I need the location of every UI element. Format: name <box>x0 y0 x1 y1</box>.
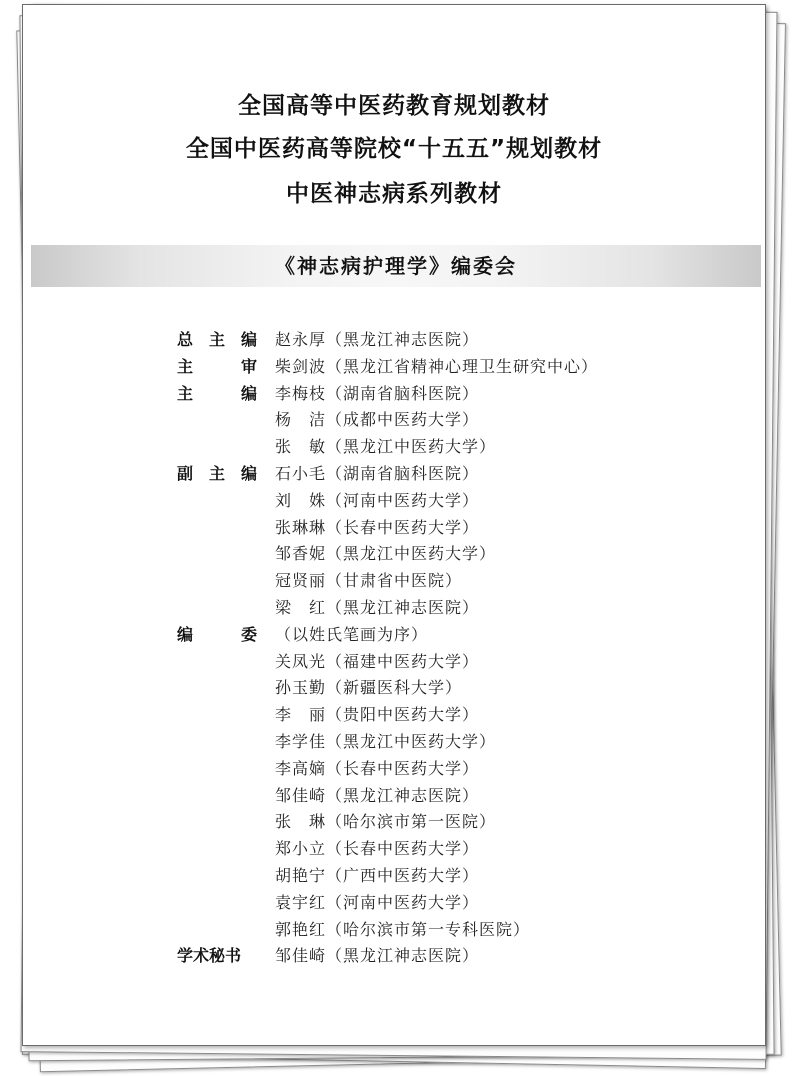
committee-roster <box>177 327 737 970</box>
role-label <box>177 515 275 542</box>
roster-row <box>177 568 737 595</box>
roster-row <box>177 381 737 408</box>
series-title-1: 全国高等中医药教育规划教材 <box>238 93 550 119</box>
roster-row <box>177 461 737 488</box>
roster-row <box>177 622 737 649</box>
role-label <box>177 702 275 729</box>
member-entry: 袁宇红（河南中医药大学） <box>275 892 480 912</box>
member-entry: 杨 洁（成都中医药大学） <box>275 410 480 430</box>
roster-row <box>177 434 737 461</box>
role-label: 编 委 <box>177 624 257 644</box>
role-label <box>177 675 275 702</box>
role-label <box>177 407 275 434</box>
roster-row <box>177 863 737 890</box>
role-label: 学 术 秘 书 <box>177 946 242 966</box>
member-entry: 刘 姝（河南中医药大学） <box>275 490 480 510</box>
roster-row <box>177 943 737 970</box>
member-entry: 孙玉勤（新疆医科大学） <box>275 678 463 698</box>
member-entry: 梁 红（黑龙江神志医院） <box>275 597 480 617</box>
role-label: 主 审 <box>177 356 257 376</box>
member-entry: 李梅枝（湖南省脑科医院） <box>275 383 480 403</box>
member-entry: 郑小立（长春中医药大学） <box>275 839 480 859</box>
roster-row <box>177 354 737 381</box>
roster-row <box>177 809 737 836</box>
role-label <box>177 541 275 568</box>
role-label <box>177 809 275 836</box>
roster-row <box>177 729 737 756</box>
roster-row <box>177 515 737 542</box>
member-entry: 张 琳（哈尔滨市第一医院） <box>275 812 497 832</box>
member-entry: 石小毛（湖南省脑科医院） <box>275 463 480 483</box>
member-entry: 郭艳红（哈尔滨市第一专科医院） <box>275 919 531 939</box>
role-label <box>177 649 275 676</box>
member-entry: 邹佳崎（黑龙江神志医院） <box>275 946 480 966</box>
roster-row <box>177 890 737 917</box>
role-label <box>177 729 275 756</box>
roster-row <box>177 702 737 729</box>
role-label <box>177 434 275 461</box>
role-label <box>177 756 275 783</box>
member-entry: 邹香妮（黑龙江中医药大学） <box>275 544 497 564</box>
member-entry: 关凤光（福建中医药大学） <box>275 651 480 671</box>
member-entry: 张琳琳（长春中医药大学） <box>275 517 480 537</box>
role-label <box>177 917 275 944</box>
roster-row <box>177 541 737 568</box>
role-label <box>177 595 275 622</box>
roster-row <box>177 649 737 676</box>
role-label <box>177 836 275 863</box>
member-entry: 张 敏（黑龙江中医药大学） <box>275 437 497 457</box>
document-page <box>22 4 766 1046</box>
member-entry: 胡艳宁（广西中医药大学） <box>275 865 480 885</box>
roster-row <box>177 675 737 702</box>
member-entry: 邹佳崎（黑龙江神志医院） <box>275 785 480 805</box>
roster-row <box>177 327 737 354</box>
member-entry: 李高嫡（长春中医药大学） <box>275 758 480 778</box>
roster-row <box>177 595 737 622</box>
roster-row <box>177 783 737 810</box>
member-entry: 李 丽（贵阳中医药大学） <box>275 705 480 725</box>
roster-row <box>177 407 737 434</box>
role-label: 总 主 编 <box>177 330 257 349</box>
member-entry: 李学佳（黑龙江中医药大学） <box>275 731 497 751</box>
member-entry: 赵永厚（黑龙江神志医院） <box>275 330 480 349</box>
roster-row <box>177 488 737 515</box>
roster-row <box>177 756 737 783</box>
member-entry: 柴剑波（黑龙江省精神心理卫生研究中心） <box>275 356 599 376</box>
member-entry: （以姓氏笔画为序） <box>275 624 429 644</box>
series-title-2: 全国中医药高等院校“十五五”规划教材 <box>185 136 603 162</box>
series-title-3: 中医神志病系列教材 <box>286 181 502 207</box>
title-band <box>31 245 761 287</box>
role-label <box>177 488 275 515</box>
role-label: 主 编 <box>177 383 257 403</box>
role-label: 副 主 编 <box>177 463 257 483</box>
role-label <box>177 863 275 890</box>
committee-title: 《神志病护理学》编委会 <box>275 254 517 278</box>
roster-row <box>177 917 737 944</box>
member-entry: 冠贤丽（甘肃省中医院） <box>275 571 463 591</box>
roster-row <box>177 836 737 863</box>
role-label <box>177 783 275 810</box>
role-label <box>177 568 275 595</box>
role-label <box>177 890 275 917</box>
